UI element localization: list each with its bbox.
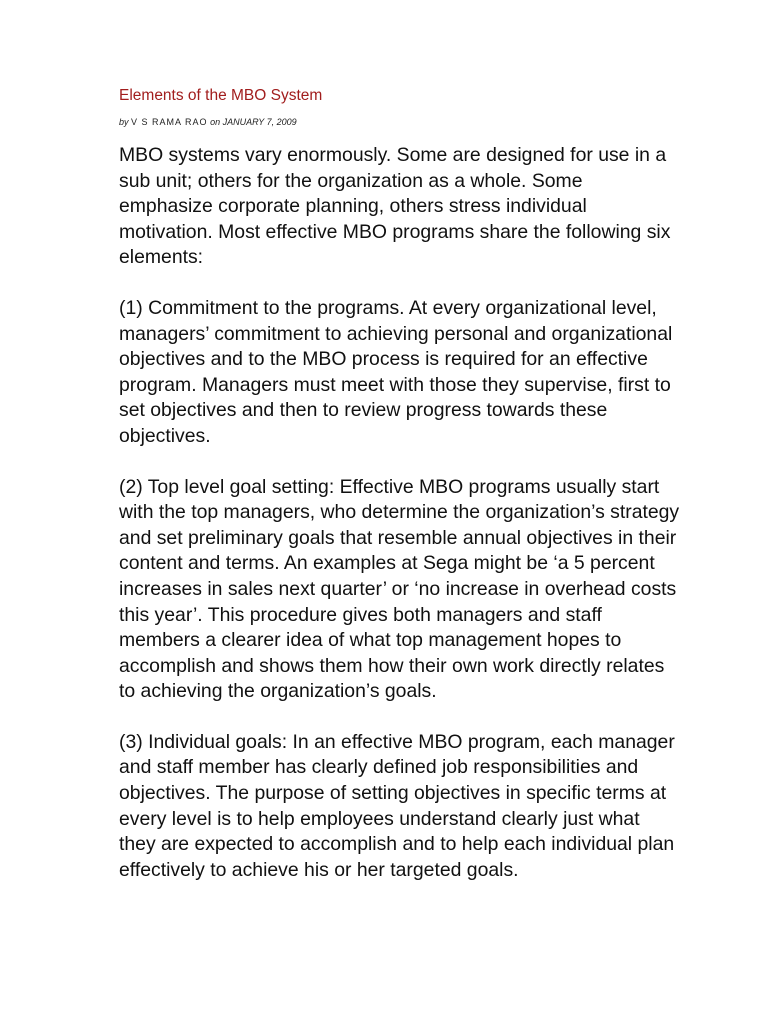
paragraph-line: set objectives and then to review progress towards these: [119, 399, 608, 422]
paragraph-line: increases in sales next quarter’ or ‘no increase in overhead costs: [119, 577, 677, 600]
paragraph-line: to achieving the organization’s goals.: [119, 680, 437, 703]
paragraph-line: content and terms. An examples at Sega might be ‘a 5 percent: [119, 552, 655, 575]
paragraph-line: every level is to help employees understand clearly just what: [119, 807, 640, 830]
paragraph-line: (1) Commitment to the programs. At every organizational level,: [119, 296, 657, 319]
paragraph-line: and staff member has clearly defined job responsibilities and: [119, 756, 639, 779]
byline: [119, 116, 297, 128]
paragraph-line: emphasize corporate planning, others stress individual: [119, 195, 587, 218]
paragraph-line: objectives and to the MBO process is required for an effective: [119, 348, 648, 371]
paragraph-line: objectives.: [119, 424, 211, 447]
paragraph-line: members a clearer idea of what top management hopes to: [119, 629, 622, 652]
paragraph-line: this year’. This procedure gives both managers and staff: [119, 603, 602, 626]
paragraph-line: (2) Top level goal setting: Effective MBO programs usually start: [119, 475, 660, 498]
paragraph-line: with the top managers, who determine the organization’s strategy: [119, 501, 680, 524]
byline-date: JANUARY 7, 2009: [222, 117, 297, 127]
article-title: Elements of the MBO System: [119, 87, 323, 104]
paragraph-commitment: [119, 296, 673, 450]
paragraph-line: program. Managers must meet with those they supervise, first to: [119, 373, 671, 396]
byline-author: V S RAMA RAO: [131, 117, 208, 127]
paragraph-line: and set preliminary goals that resemble annual objectives in their: [119, 526, 677, 549]
paragraph-line: sub unit; others for the organization as a whole. Some: [119, 169, 583, 192]
paragraph-intro: [119, 143, 671, 271]
byline-by: by: [119, 117, 129, 127]
paragraph-line: they are expected to accomplish and to help each individual plan: [119, 833, 675, 856]
paragraph-line: (3) Individual goals: In an effective MBO program, each manager: [119, 730, 675, 753]
paragraph-top-level-goals: [119, 475, 680, 705]
paragraph-line: objectives. The purpose of setting objectives in specific terms at: [119, 782, 667, 805]
paragraph-line: managers’ commitment to achieving personal and organizational: [119, 322, 673, 345]
paragraph-line: effectively to achieve his or her targeted goals.: [119, 858, 519, 881]
paragraph-line: elements:: [119, 246, 204, 269]
paragraph-line: motivation. Most effective MBO programs share the following six: [119, 220, 671, 243]
article-body: [119, 143, 680, 908]
paragraph-individual-goals: [119, 730, 675, 884]
paragraph-line: accomplish and shows them how their own work directly relates: [119, 654, 665, 677]
byline-on: on: [210, 117, 221, 127]
paragraph-line: MBO systems vary enormously. Some are designed for use in a: [119, 144, 667, 166]
